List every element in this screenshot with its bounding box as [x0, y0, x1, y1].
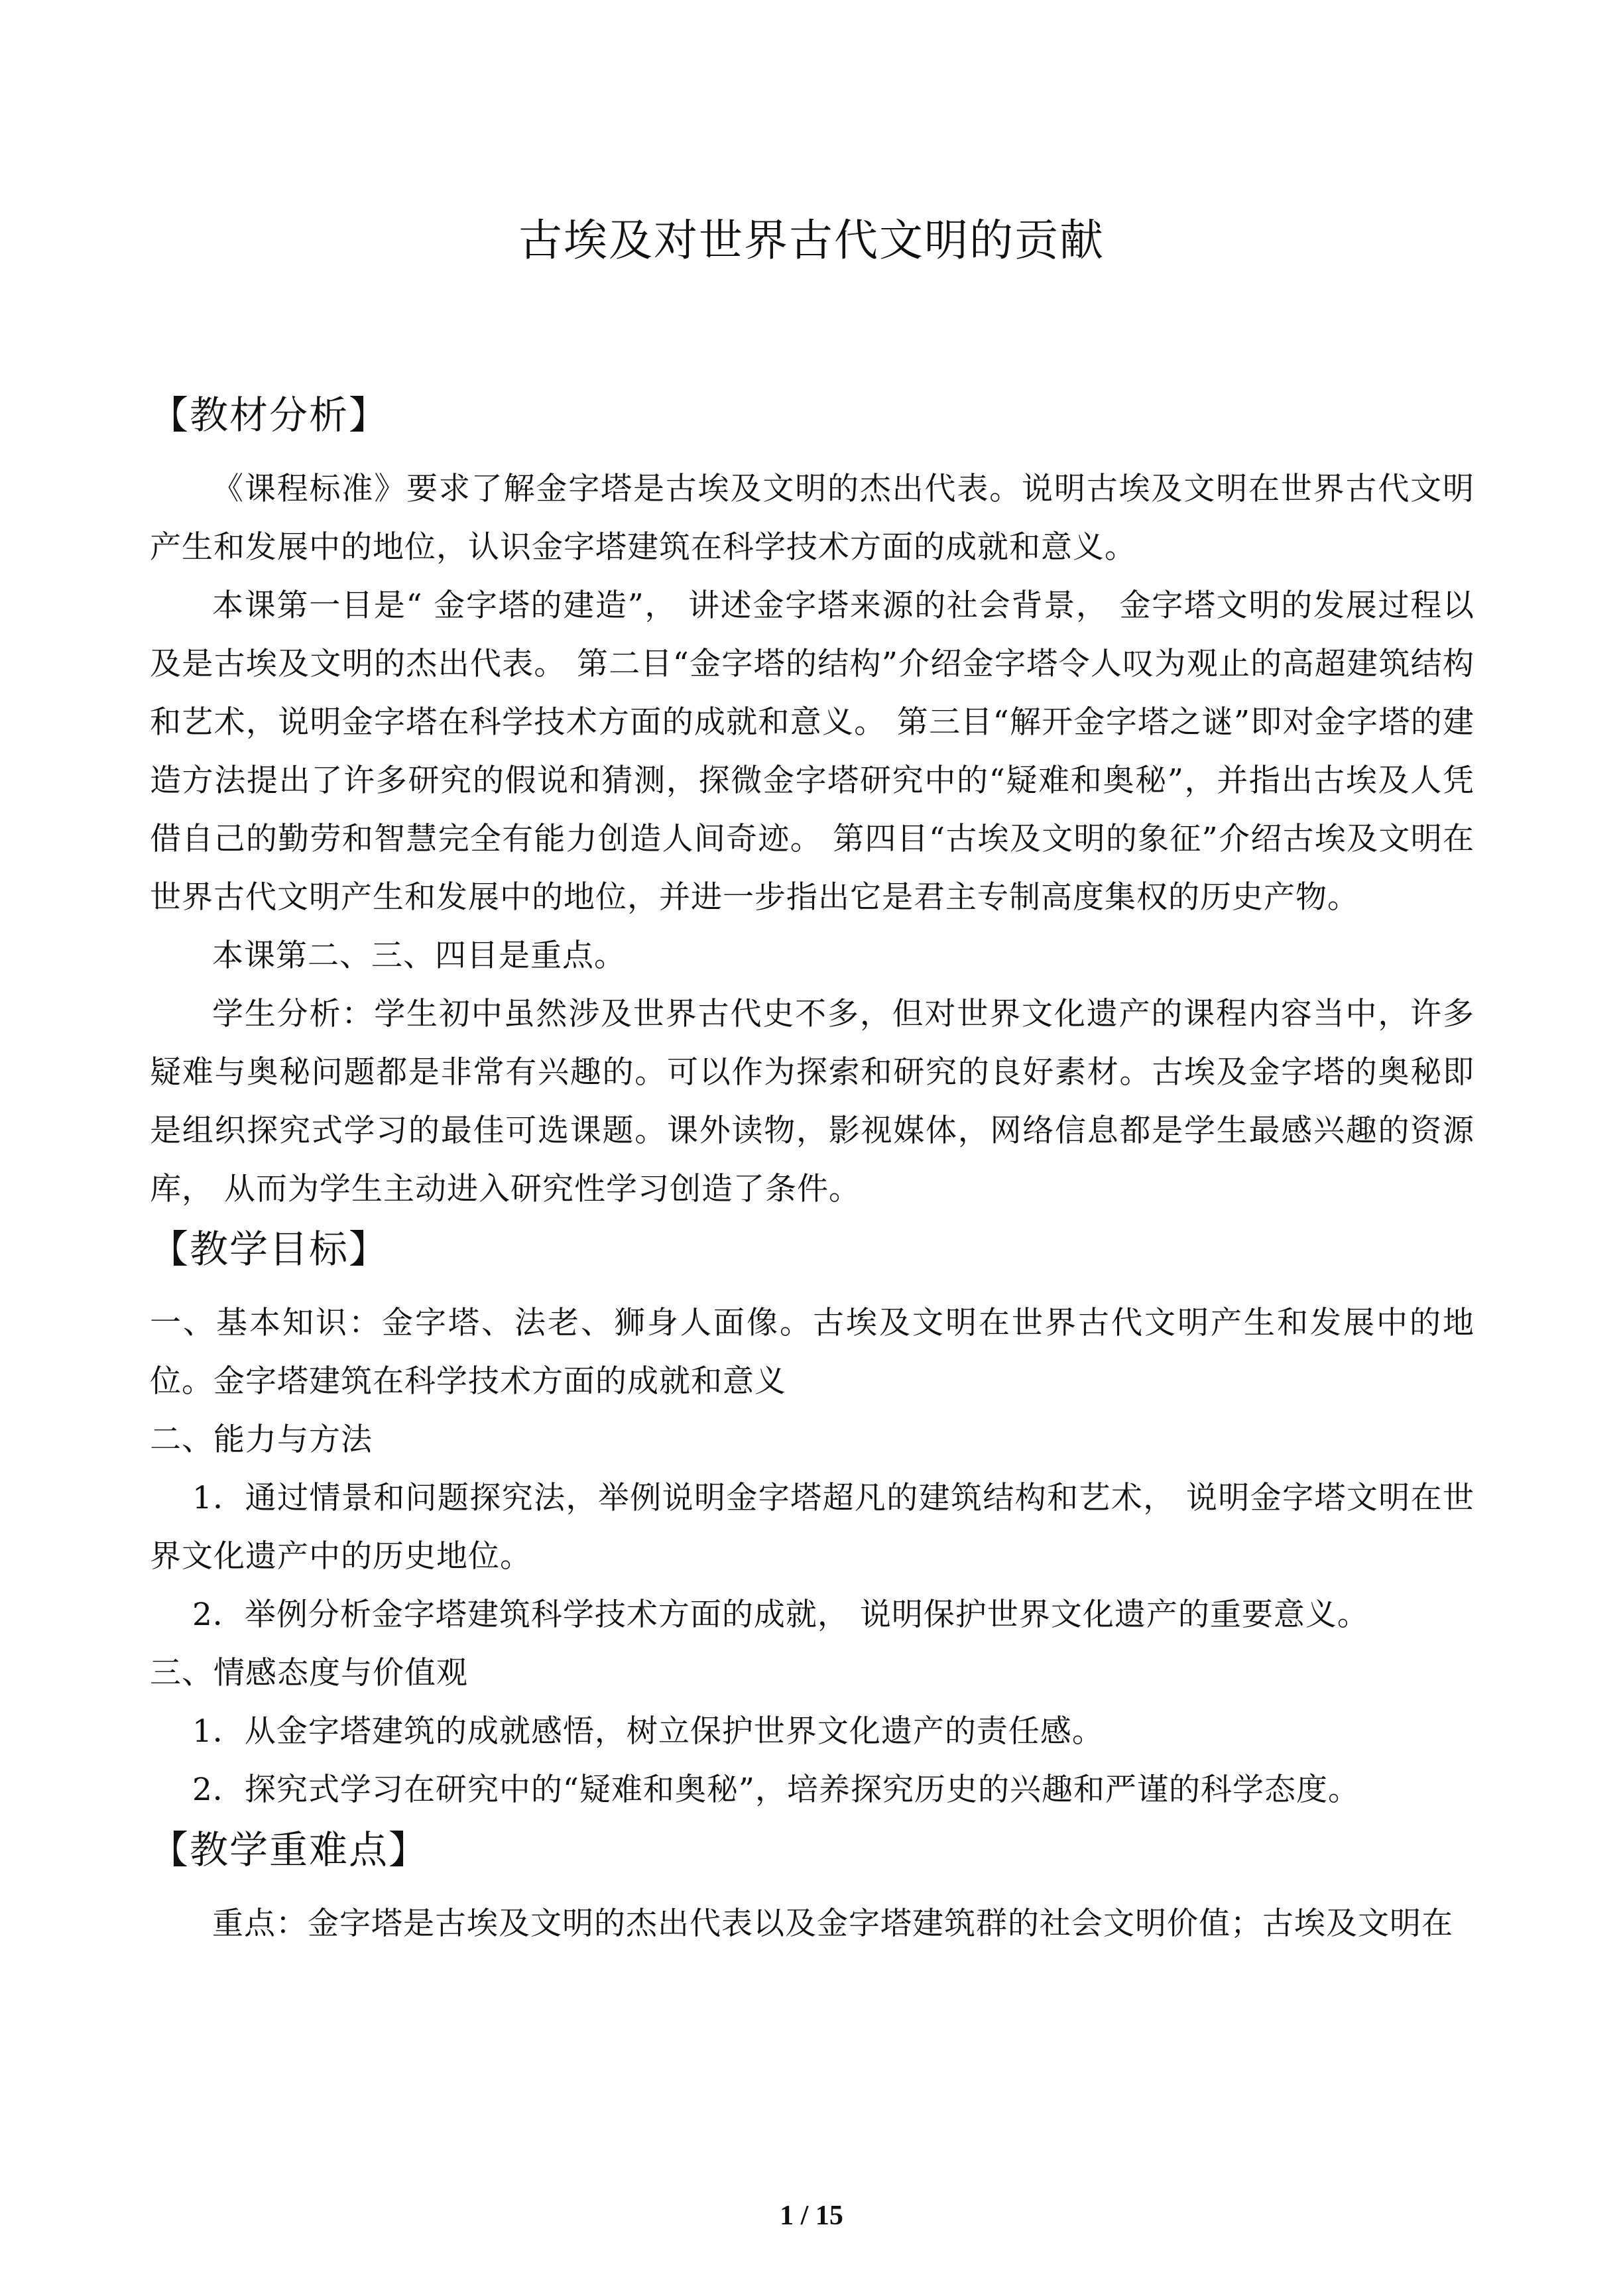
analysis-paragraph-3: 本课第二、三、四目是重点。 [212, 937, 626, 974]
keypoints-paragraph-1: 重点：金字塔是古埃及文明的杰出代表以及金字塔建筑群的社会文明价值；古埃及文明在 [212, 1905, 1453, 1942]
objective-ability-item-1: 1．通过情景和问题探究法，举例说明金字塔超凡的建筑结构和艺术， 说明金字塔文明在世界文化遗产中的历史地位。 [150, 1480, 1474, 1575]
section-heading-analysis: 【教材分析】 [150, 393, 389, 438]
page-number: 1 / 15 [780, 2201, 843, 2231]
objective-ability-item-2: 2．举例分析金字塔建筑科学技术方面的成就， 说明保护世界文化遗产的重要意义。 [192, 1597, 1369, 1633]
section-heading-keypoints: 【教学重难点】 [150, 1827, 429, 1872]
document-title: 古埃及对世界古代文明的贡献 [518, 215, 1105, 266]
objective-knowledge: 一、基本知识：金字塔、法老、狮身人面像。古埃及文明在世界古代文明产生和发展中的地位。金字塔建筑在科学技术方面的成就和意义 [150, 1305, 1474, 1400]
objective-ability-title: 二、能力与方法 [150, 1421, 373, 1458]
analysis-paragraph-1: 《课程标准》要求了解金字塔是古埃及文明的杰出代表。说明古埃及文明在世界古代文明产生和发展中的地位，认识金字塔建筑在科学技术方面的成就和意义。 [150, 471, 1474, 566]
analysis-paragraph-2: 本课第一目是“ 金字塔的建造”， 讲述金字塔来源的社会背景， 金字塔文明的发展过程以及是古埃及文明的杰出代表。 第二目“金字塔的结构”介绍金字塔令人叹为观止的高超建筑结构和艺术，说明金字塔在科学技术方面的成就和意义。 第三目“解开金字塔之谜”即对金字塔的建造方法提出了许多研究的假说和猜测，探微金字塔研究中的“疑难和奥秘”，并指出古埃及人凭借自己的勤劳和智慧完全有能力创造人间奇迹。 第四目“古埃及文明的象征”介绍古埃及文明在世界古代文明产生和发展中的地位，并进一步指出它是君主专制高度集权的历史产物。 [150, 587, 1474, 916]
analysis-paragraph-4: 学生分析：学生初中虽然涉及世界古代史不多，但对世界文化遗产的课程内容当中，许多疑难与奥秘问题都是非常有兴趣的。可以作为探索和研究的良好素材。古埃及金字塔的奥秘即是组织探究式学习的最佳可选课题。课外读物，影视媒体，网络信息都是学生最感兴趣的资源库， 从而为学生主动进入研究性学习创造了条件。 [150, 996, 1474, 1207]
document-body [150, 385, 1474, 1953]
objective-values-item-1: 1．从金字塔建筑的成就感悟，树立保护世界文化遗产的责任感。 [192, 1713, 1104, 1750]
section-heading-objectives: 【教学目标】 [150, 1227, 389, 1272]
objective-values-item-2: 2．探究式学习在研究中的“疑难和奥秘”，培养探究历史的兴趣和严谨的科学态度。 [192, 1772, 1360, 1808]
objective-values-title: 三、情感态度与价值观 [150, 1655, 468, 1691]
